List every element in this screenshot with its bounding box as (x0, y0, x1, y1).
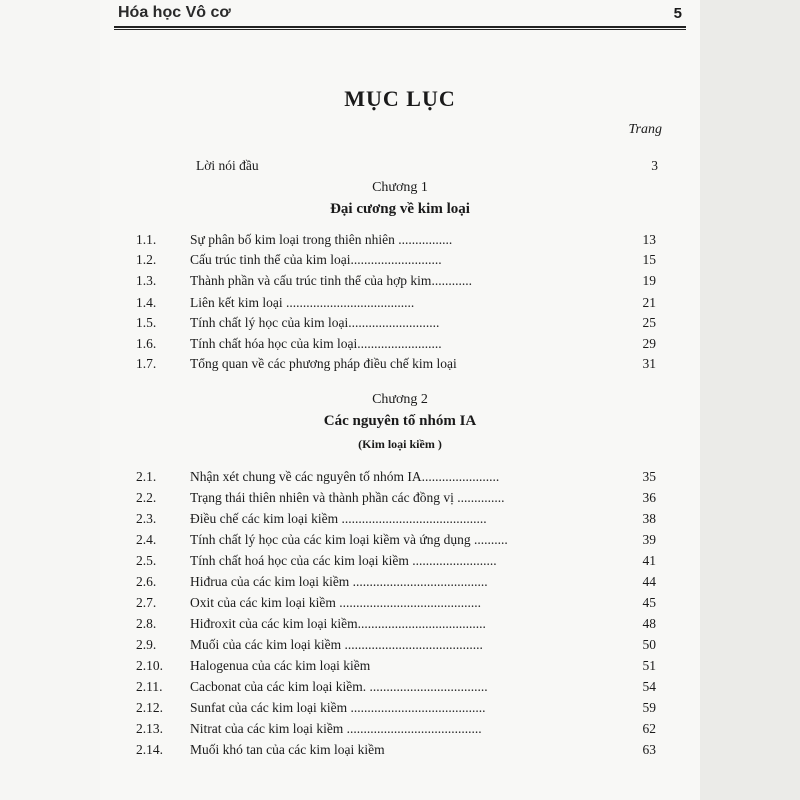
chapter-title: Các nguyên tố nhóm IA (323, 413, 477, 429)
toc-entry-page: 59 (642, 700, 656, 715)
toc-entry-page: 39 (642, 532, 656, 547)
toc-entry-title: Tính chất lý học của các kim loại kiềm và ứng dụng .......... (190, 532, 508, 547)
toc-entry (100, 250, 700, 272)
toc-entry-page: 45 (642, 595, 656, 610)
page-edge (700, 0, 800, 800)
running-header-title: Hóa học Vô cơ (118, 4, 231, 21)
toc-entry-page: 54 (642, 679, 656, 694)
toc-entry-page: 13 (642, 232, 656, 247)
toc-entry (100, 354, 700, 376)
header-rule (114, 26, 686, 28)
toc-entry-page: 29 (642, 336, 656, 351)
chapter-label: Chương 2 (372, 392, 428, 407)
toc-entry-title: Trạng thái thiên nhiên và thành phần các đồng vị .............. (190, 490, 505, 505)
toc-entry-page: 36 (642, 490, 656, 505)
preface-page: 3 (651, 158, 658, 173)
toc-entry-title: Điều chế các kim loại kiềm ........................................... (190, 511, 487, 526)
toc-entry (100, 593, 700, 615)
toc-entry-number: 2.7. (136, 595, 157, 610)
toc-entry-page: 41 (642, 553, 656, 568)
toc-entry (100, 271, 700, 293)
toc-entry-number: 2.10. (136, 658, 163, 673)
toc-entry (100, 572, 700, 594)
toc-entry-title: Nitrat của các kim loại kiềm ........................................ (190, 721, 482, 736)
toc-entry-title: Liên kết kim loại ...................................... (190, 295, 415, 310)
toc-entry-number: 2.1. (136, 469, 157, 484)
toc-entry-number: 1.1. (136, 232, 157, 247)
toc-entry-number: 2.8. (136, 616, 157, 631)
toc-entry-title: Oxit của các kim loại kiềm .......................................... (190, 595, 481, 610)
chapter-subtitle: (Kim loại kiềm ) (358, 437, 442, 451)
toc-entry-title: Sự phân bố kim loại trong thiên nhiên ................ (190, 232, 453, 247)
chapter-label: Chương 1 (372, 180, 428, 195)
page-column-label: Trang (628, 122, 662, 137)
toc-entry (100, 488, 700, 510)
toc-entry-page: 63 (642, 742, 656, 757)
toc-entry (100, 656, 700, 678)
toc-entry-number: 2.13. (136, 721, 163, 736)
toc-entry (100, 509, 700, 531)
toc-entry-number: 1.4. (136, 295, 157, 310)
toc-entry-title: Hiđrua của các kim loại kiềm ........................................ (190, 574, 488, 589)
toc-entry-number: 2.11. (136, 679, 163, 694)
toc-entry (100, 635, 700, 657)
toc-entry-number: 2.5. (136, 553, 157, 568)
toc-entry-page: 15 (642, 252, 656, 267)
page-title: MỤC LỤC (344, 86, 456, 111)
book-page (100, 0, 700, 800)
toc-entry-page: 35 (642, 469, 656, 484)
toc-entry-title: Thành phần và cấu trúc tinh thể của hợp kim............ (190, 273, 472, 288)
toc-entry-page: 21 (642, 295, 656, 310)
toc-entry (100, 740, 700, 762)
toc-entry-title: Muối của các kim loại kiềm ......................................... (190, 637, 483, 652)
toc-entry-title: Sunfat của các kim loại kiềm ........................................ (190, 700, 486, 715)
toc-entry (100, 230, 700, 252)
toc-entry-number: 2.4. (136, 532, 157, 547)
toc-entry-number: 2.12. (136, 700, 163, 715)
toc-entry-title: Hiđroxit của các kim loại kiềm...................................... (190, 616, 486, 631)
toc-entry-page: 31 (642, 356, 656, 371)
toc-entry (100, 334, 700, 356)
toc-entry-title: Tính chất hoá học của các kim loại kiềm ......................... (190, 553, 497, 568)
toc-entry (100, 698, 700, 720)
toc-entry-page: 44 (642, 574, 656, 589)
toc-entry-number: 2.2. (136, 490, 157, 505)
toc-entry-number: 1.6. (136, 336, 157, 351)
toc-entry (100, 719, 700, 741)
toc-entry-title: Nhận xét chung về các nguyên tố nhóm IA....................... (190, 469, 500, 484)
header-rule-thin (114, 29, 686, 30)
toc-entry (100, 313, 700, 335)
toc-entry (100, 551, 700, 573)
toc-entry-page: 19 (642, 273, 656, 288)
toc-entry-page: 25 (642, 315, 656, 330)
toc-entry-title: Muối khó tan của các kim loại kiềm (190, 742, 385, 757)
toc-entry-number: 1.7. (136, 356, 157, 371)
toc-entry (100, 677, 700, 699)
toc-entry (100, 467, 700, 489)
toc-entry-number: 1.5. (136, 315, 157, 330)
toc-entry-number: 2.14. (136, 742, 163, 757)
toc-entry-page: 38 (642, 511, 656, 526)
toc-entry (100, 530, 700, 552)
toc-entry-number: 1.3. (136, 273, 157, 288)
toc-entry (100, 614, 700, 636)
toc-entry-page: 50 (642, 637, 656, 652)
toc-entry-number: 2.3. (136, 511, 157, 526)
toc-entry-number: 2.9. (136, 637, 157, 652)
toc-entry-title: Halogenua của các kim loại kiềm (190, 658, 371, 673)
toc-entry-title: Tính chất lý học của kim loại........................... (190, 315, 440, 330)
toc-entry-page: 48 (642, 616, 656, 631)
toc-entry-title: Cacbonat của các kim loại kiềm. ................................... (190, 679, 488, 694)
toc-entry-page: 51 (642, 658, 656, 673)
running-header-page-number: 5 (673, 5, 682, 22)
chapter-title: Đại cương về kim loại (330, 201, 470, 217)
toc-entry (100, 293, 700, 315)
toc-entry-page: 62 (642, 721, 656, 736)
toc-entry-number: 2.6. (136, 574, 157, 589)
toc-entry-number: 1.2. (136, 252, 157, 267)
toc-entry-title: Cấu trúc tinh thể của kim loại........................... (190, 252, 442, 267)
toc-entry-title: Tổng quan về các phương pháp điều chế kim loại (190, 356, 457, 371)
toc-entry-title: Tính chất hóa học của kim loại......................... (190, 336, 442, 351)
preface-title: Lời nói đầu (196, 158, 259, 173)
